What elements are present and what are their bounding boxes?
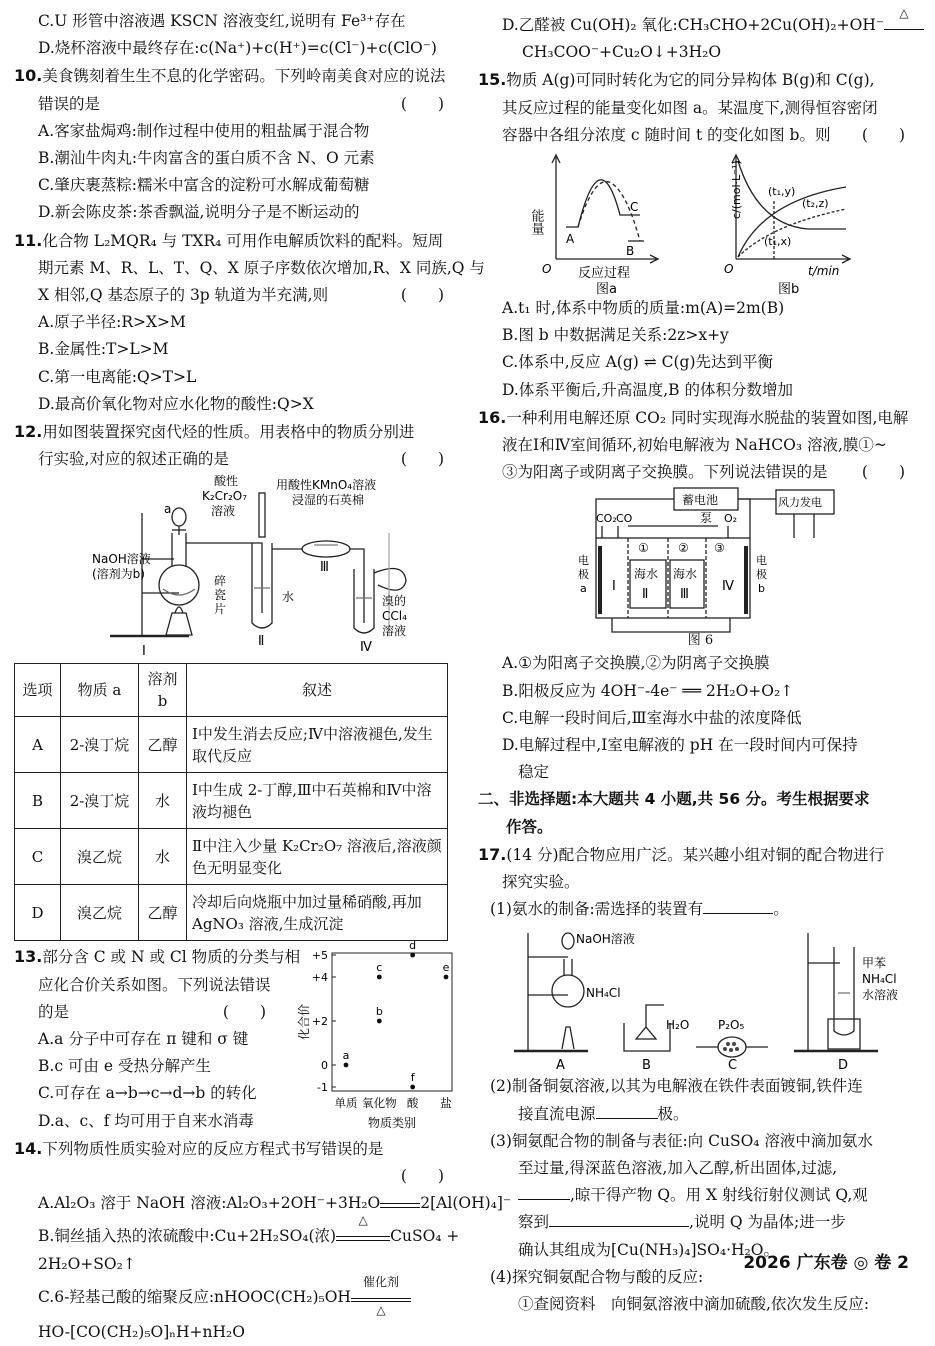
q12-fig-shard-2: 瓷	[214, 588, 227, 603]
q16-fig-electrode-a-3: a	[580, 582, 587, 596]
section-2-heading	[478, 786, 923, 840]
q15-stem-3: 容器中各组分浓度 c 随时间 t 的变化如图 b。则	[502, 125, 831, 144]
fig-b-origin: O	[724, 262, 734, 277]
q16-number: 16.	[478, 407, 507, 427]
q11-stem-1: 化合物 L₂MQR₄ 与 TXR₄ 可用作电解质饮料的配料。短周	[42, 231, 444, 250]
fig-b-point-2: (t₂,z)	[802, 197, 829, 211]
data-point-b	[377, 1019, 382, 1024]
q16-fig-co2: CO₂	[596, 512, 617, 526]
q17-fig-label-D: D	[838, 1058, 849, 1074]
q13-option-d: D.a、c、f 均可用于自来水消毒	[38, 1111, 254, 1130]
table-cell: 水	[139, 773, 187, 829]
table-header-row	[15, 664, 448, 717]
answer-blank[interactable]	[703, 913, 773, 914]
q17-fig-label-C: C	[728, 1058, 738, 1074]
q13-stem-3: 的是	[38, 1002, 70, 1021]
q17-fig-nh4cl: NH₄Cl	[586, 986, 621, 1001]
fig-b-point-3: (t₁,x)	[764, 235, 792, 249]
q15-option-a: A.t₁ 时,体系中物质的质量:m(A)=2m(B)	[502, 299, 785, 318]
q12-answer-paren: ( )	[400, 450, 444, 469]
fig-a-origin: O	[542, 262, 552, 277]
table-cell: 2-溴丁烷	[61, 773, 139, 829]
table-cell: D	[15, 885, 61, 941]
table-cell: 乙醇	[139, 717, 187, 773]
q17-part3-d: 察到	[518, 1213, 550, 1232]
q13-valence-chart	[296, 939, 458, 1133]
q16-fig-electrode-b-3: b	[758, 582, 765, 596]
q12-fig-room-1: Ⅰ	[142, 644, 146, 660]
table-cell: 乙醇	[139, 885, 187, 941]
q16-option-a: A.①为阳离子交换膜,②为阴离子交换膜	[502, 654, 770, 673]
q17-fig-aqueous: 水溶液	[862, 988, 899, 1003]
q16-fig-battery: 蓄电池	[682, 493, 719, 508]
q15-answer-paren: ( )	[861, 125, 905, 144]
q15-stem-1: 物质 A(g)可同时转化为它的同分异构体 B(g)和 C(g),	[506, 71, 875, 90]
page-footer: 2026 广东卷 ◎ 卷 2	[743, 1253, 909, 1273]
question-10	[14, 62, 462, 226]
q17-fig-nh4cl-2: NH₄Cl	[862, 972, 897, 987]
q10-option-a: A.客家盐焗鸡:制作过程中使用的粗盐属于混合物	[38, 121, 370, 140]
q10-option-b: B.潮汕牛肉丸:牛肉富含的蛋白质不含 N、O 元素	[38, 149, 375, 168]
q12-fig-naoh-2: (溶剂为b)	[92, 567, 145, 582]
answer-blank[interactable]	[549, 1226, 689, 1227]
data-point-c	[377, 975, 382, 980]
q16-stem-2: 液在Ⅰ和Ⅳ室间循环,初始电解液为 NaHCO₃ 溶液,膜①~	[502, 436, 887, 455]
q16-fig-o2: O₂	[724, 512, 738, 526]
q13-stem-2: 应化合价关系如图。下列说法错误	[38, 975, 271, 994]
table-cell: B	[15, 773, 61, 829]
q12-fig-room-4: Ⅳ	[360, 640, 372, 656]
section-2-line-2: 作答。	[506, 817, 553, 836]
table-header-cell: 选项	[15, 664, 61, 717]
table-cell: C	[15, 829, 61, 885]
q17-part1: (1)氨水的制备:需选择的装置有	[490, 900, 704, 919]
q17-fig-naoh: NaOH溶液	[576, 932, 635, 947]
q14-option-a-left: A.Al₂O₃ 溶于 NaOH 溶液:Al₂O₃+2OH⁻+3H₂O	[38, 1194, 381, 1213]
q14-answer-paren: ( )	[400, 1167, 444, 1186]
q12-fig-kmno4-2: 浸湿的石英棉	[292, 493, 365, 508]
q16-option-d-1: D.电解过程中,Ⅰ室电解液的 pH 在一段时间内可保持	[502, 736, 858, 755]
y-tick-label: -1	[317, 1081, 328, 1095]
data-point-e	[444, 975, 449, 980]
q17-part3-f: 确认其组成为[Cu(NH₃)₄]SO₄·H₂O。	[518, 1240, 779, 1259]
q12-fig-shard-1: 碎	[214, 574, 227, 589]
data-point-d	[410, 953, 415, 958]
y-tick-label: 0	[321, 1059, 328, 1073]
data-label-d: d	[409, 939, 417, 953]
q11-answer-paren: ( )	[400, 286, 444, 305]
q17-apparatus-figure	[478, 923, 918, 1073]
table-cell: 溴乙烷	[61, 885, 139, 941]
q11-option-d: D.最高价氧化物对应水化物的酸性:Q>X	[38, 394, 314, 413]
q11-option-a: A.原子半径:R>X>M	[38, 313, 186, 332]
q16-fig-co: CO	[616, 512, 633, 526]
q11-stem-3: X 相邻,Q 基态原子的 3p 轨道为半充满,则	[38, 286, 329, 305]
q10-number: 10.	[14, 66, 43, 86]
q16-option-d-2: 稳定	[518, 763, 550, 782]
q16-stem-1: 一种利用电解还原 CO₂ 同时实现海水脱盐的装置如图,电解	[506, 408, 909, 427]
q12-fig-room-3: Ⅲ	[320, 560, 329, 576]
fig-a-label-A: A	[566, 232, 575, 247]
q16-fig-pump: 泵	[700, 511, 713, 526]
q12-fig-br-3: 溶液	[382, 624, 407, 639]
data-label-e: e	[442, 961, 450, 975]
fig-b-caption: 图b	[778, 282, 800, 298]
q15-option-d: D.体系平衡后,升高温度,B 的体积分数增加	[502, 380, 793, 399]
q10-option-c: C.肇庆裹蒸粽:糯米中富含的淀粉可水解成葡萄糖	[38, 176, 370, 195]
question-11	[14, 227, 485, 418]
q17-part1-end: 。	[773, 900, 789, 919]
q16-fig-wind: 风力发电	[778, 496, 822, 510]
fig-b-xlabel: t/min	[808, 264, 840, 279]
x-tick-label: 盐	[440, 1096, 452, 1111]
q17-part2-b: 接直流电源	[518, 1104, 596, 1123]
question-12	[14, 418, 462, 941]
q17-part3-c: ,晾干得产物 Q。用 X 射线衍射仪测试 Q,观	[570, 1186, 868, 1205]
q14-option-b-line2: 2H₂O+SO₂↑	[38, 1254, 136, 1273]
q17-fig-p2o5: P₂O₅	[718, 1018, 745, 1033]
q13-answer-paren: ( )	[222, 1002, 266, 1021]
q13-option-c: C.可存在 a→b→c→d→b 的转化	[38, 1084, 257, 1103]
q17-part4-a: (4)探究铜氨配合物与酸的反应:	[490, 1267, 704, 1286]
q10-stem-2: 错误的是	[38, 94, 101, 113]
q17-number: 17.	[478, 844, 507, 864]
q17-part3-e: ,说明 Q 为晶体;进一步	[689, 1213, 846, 1232]
q14-option-b-right: CuSO₄ +	[390, 1227, 460, 1246]
q16-fig-room-4: Ⅳ	[722, 579, 734, 595]
q14-option-c-left: C.6-羟基己酸的缩聚反应:nHOOC(CH₂)₅OH	[38, 1287, 351, 1306]
q16-fig-room-2: Ⅱ	[642, 587, 649, 603]
q11-option-b: B.金属性:T>L>M	[38, 340, 169, 359]
q12-fig-acid-2: K₂Cr₂O₇	[202, 489, 248, 504]
q14-option-c-line2: HO-[CO(CH₂)₅O]ₙH+nH₂O	[38, 1323, 245, 1342]
q12-stem-2: 行实验,对应的叙述正确的是	[38, 450, 229, 469]
q17-part3-b: 至过量,得深蓝色溶液,加入乙醇,析出固体,过滤,	[518, 1159, 838, 1178]
q17-part2-a: (2)制备铜氨溶液,以其为电解液在铁件表面镀铜,铁件连	[490, 1077, 863, 1096]
q9-option-c: C.U 形管中溶液遇 KSCN 溶液变红,说明有 Fe³⁺存在	[38, 12, 406, 30]
q11-number: 11.	[14, 230, 43, 250]
q11-option-c: C.第一电离能:Q>T>L	[38, 367, 197, 386]
question-15	[478, 66, 923, 403]
q14-stem: 下列物质性质实验对应的反应方程式书写错误的是	[42, 1139, 384, 1158]
data-point-a	[344, 1063, 349, 1068]
q15-figures	[478, 149, 918, 298]
q16-fig-room-1: Ⅰ	[612, 579, 616, 595]
q12-fig-water: 水	[282, 590, 295, 605]
question-17	[478, 841, 923, 1318]
question-16	[478, 404, 923, 787]
q16-fig-seawater-2: 海水	[673, 567, 698, 582]
q17-fig-label-B: B	[642, 1058, 651, 1074]
fig-a-label-C: C	[630, 200, 639, 215]
y-tick-label: +4	[311, 971, 328, 985]
q12-number: 12.	[14, 422, 43, 442]
q15-number: 15.	[478, 70, 507, 90]
x-axis-label: 物质类别	[367, 1116, 417, 1131]
heat-arrow: △	[884, 21, 924, 30]
q16-stem-3: ③为阳离子或阴离子交换膜。下列说法错误的是	[502, 463, 828, 482]
table-row	[15, 717, 448, 773]
table-header-cell: 物质 a	[61, 664, 139, 717]
y-tick-label: +5	[311, 949, 328, 963]
fig-a-ylabel: 能量	[528, 209, 544, 236]
q16-fig-electrode-b-2: 极	[756, 568, 767, 582]
table-row	[15, 773, 448, 829]
q10-answer-paren: ( )	[400, 94, 444, 113]
fig-b-point-1: (t₁,y)	[768, 185, 796, 199]
y-axis-label: 化合价	[297, 1004, 311, 1041]
q16-option-c: C.电解一段时间后,Ⅲ室海水中盐的浓度降低	[502, 708, 802, 727]
q17-part2-c: 极。	[657, 1104, 689, 1123]
q14-option-d-line2: CH₃COO⁻+Cu₂O↓+3H₂O	[522, 43, 722, 62]
q16-electrolysis-figure	[478, 486, 918, 640]
data-label-f: f	[410, 1071, 415, 1085]
q17-fig-label-A: A	[556, 1058, 565, 1074]
q15-option-c: C.体系中,反应 A(g) ⇌ C(g)先达到平衡	[502, 353, 774, 372]
table-cell: Ⅰ中生成 2-丁醇,Ⅲ中石英棉和Ⅳ中溶液均褪色	[187, 773, 448, 829]
table-cell: A	[15, 717, 61, 773]
q16-option-b: B.阳极反应为 4OH⁻-4e⁻ ══ 2H₂O+O₂↑	[502, 681, 794, 700]
data-point-f	[410, 1085, 415, 1090]
answer-blank[interactable]	[518, 1199, 570, 1200]
q13-number: 13.	[14, 947, 43, 967]
q12-apparatus-figure	[14, 473, 454, 659]
fig-a-caption: 图a	[596, 282, 617, 298]
q13-option-a: A.a 分子中可存在 π 键和 σ 键	[38, 1030, 249, 1049]
q17-part3-a: (3)铜氨配合物的制备与表征:向 CuSO₄ 溶液中滴加氨水	[490, 1131, 873, 1150]
q11-stem-2: 期元素 M、R、L、T、Q、X 原子序数依次增加,R、X 同族,Q 与	[38, 258, 485, 277]
q15-option-b: B.图 b 中数据满足关系:2z>x+y	[502, 326, 729, 345]
q16-fig-electrode-a-1: 电	[578, 554, 589, 568]
q16-answer-paren: ( )	[861, 463, 905, 482]
q12-stem-1: 用如图装置探究卤代烃的性质。用表格中的物质分别进	[42, 423, 415, 442]
x-tick-label: 单质	[334, 1096, 358, 1111]
q14-option-a-right: 2[Al(OH)₄]⁻	[420, 1194, 512, 1213]
q12-fig-naoh-1: NaOH溶液	[92, 552, 151, 567]
data-label-b: b	[375, 1005, 383, 1019]
table-row	[15, 829, 448, 885]
table-row	[15, 885, 448, 941]
table-cell: Ⅰ中发生消去反应;Ⅳ中溶液褪色,发生取代反应	[187, 717, 448, 773]
q16-fig-membrane-2: ②	[678, 541, 689, 556]
section-2-line-1: 二、非选择题:本大题共 4 小题,共 56 分。考生根据要求	[478, 790, 870, 809]
q12-fig-label-a: a	[164, 502, 172, 517]
q16-fig-room-3: Ⅲ	[680, 587, 689, 603]
q14-option-d-left: D.乙醛被 Cu(OH)₂ 氧化:CH₃CHO+2Cu(OH)₂+OH⁻	[502, 16, 885, 34]
q12-fig-acid-1: 酸性	[214, 474, 239, 489]
q15-stem-2: 其反应过程的能量变化如图 a。某温度下,测得恒容密闭	[502, 98, 878, 117]
q16-fig-membrane-3: ③	[714, 541, 725, 556]
q14-number: 14.	[14, 1138, 43, 1158]
data-label-c: c	[376, 961, 383, 975]
q13-stem-1: 部分含 C 或 N 或 Cl 物质的分类与相	[42, 948, 301, 967]
table-cell: 水	[139, 829, 187, 885]
table-cell: 溴乙烷	[61, 829, 139, 885]
q16-fig-seawater-1: 海水	[634, 567, 659, 582]
q17-fig-toluene: 甲苯	[862, 956, 887, 971]
q17-fig-h2o: H₂O	[666, 1018, 690, 1033]
q17-part4-b: ①查阅资料 向铜氨溶液中滴加硫酸,依次发生反应:	[518, 1295, 870, 1314]
q12-fig-acid-3: 溶液	[211, 504, 236, 519]
answer-blank[interactable]	[596, 1118, 658, 1119]
table-header-cell: 溶剂 b	[139, 664, 187, 717]
x-tick-label: 氧化物	[362, 1096, 397, 1111]
q12-fig-br-2: CCl₄	[382, 609, 407, 624]
q12-options-table	[14, 663, 448, 941]
q17-stem-1: (14 分)配合物应用广泛。某兴趣小组对铜的配合物进行	[506, 845, 885, 864]
q10-stem-1: 美食镌刻着生生不息的化学密码。下列岭南美食对应的说法	[42, 67, 446, 86]
q12-fig-shard-3: 片	[214, 602, 227, 617]
fig-a-xlabel: 反应过程	[578, 266, 631, 282]
q12-fig-kmno4-1: 用酸性KMnO₄溶液	[276, 478, 377, 493]
q17-stem-2: 探究实验。	[502, 873, 580, 892]
catalyst-reversible-arrow: 催化剂 △	[351, 1290, 411, 1302]
heat-equals-sign: △	[336, 1228, 390, 1241]
fig-b-ylabel: c/(mol·L⁻¹)	[730, 160, 743, 220]
x-tick-label: 酸	[406, 1096, 419, 1111]
q16-fig-caption: 图 6	[687, 633, 714, 649]
table-cell: Ⅱ中注入少量 K₂Cr₂O₇ 溶液后,溶液颜色无明显变化	[187, 829, 448, 885]
table-cell: 冷却后向烧瓶中加过量稀硝酸,再加 AgNO₃ 溶液,生成沉淀	[187, 885, 448, 941]
fig-a-label-B: B	[626, 244, 635, 259]
q16-fig-electrode-a-2: 极	[578, 568, 589, 582]
table-header-cell: 叙述	[187, 664, 448, 717]
q12-fig-room-2: Ⅱ	[258, 634, 265, 650]
question-14	[14, 1135, 512, 1346]
q12-fig-br-1: 溴的	[382, 594, 407, 609]
chart-frame	[332, 953, 452, 1091]
q9-option-d: D.烧杯溶液中最终存在:c(Na⁺)+c(H⁺)=c(Cl⁻)+c(ClO⁻)	[38, 39, 437, 58]
table-cell: 2-溴丁烷	[61, 717, 139, 773]
q16-fig-electrode-b-1: 电	[756, 554, 767, 568]
q13-option-b: B.c 可由 e 受热分解产生	[38, 1057, 211, 1076]
q16-fig-membrane-1: ①	[638, 541, 649, 556]
right-column	[478, 8, 923, 1318]
q14-option-b-left: B.铜丝插入热的浓硫酸中:Cu+2H₂SO₄(浓)	[38, 1227, 337, 1246]
equals-sign	[380, 1195, 420, 1208]
question-13	[14, 939, 462, 1134]
data-label-a: a	[342, 1049, 350, 1063]
y-tick-label: +2	[311, 1015, 328, 1029]
q10-option-d: D.新会陈皮茶:茶香飘溢,说明分子是不断运动的	[38, 203, 360, 222]
